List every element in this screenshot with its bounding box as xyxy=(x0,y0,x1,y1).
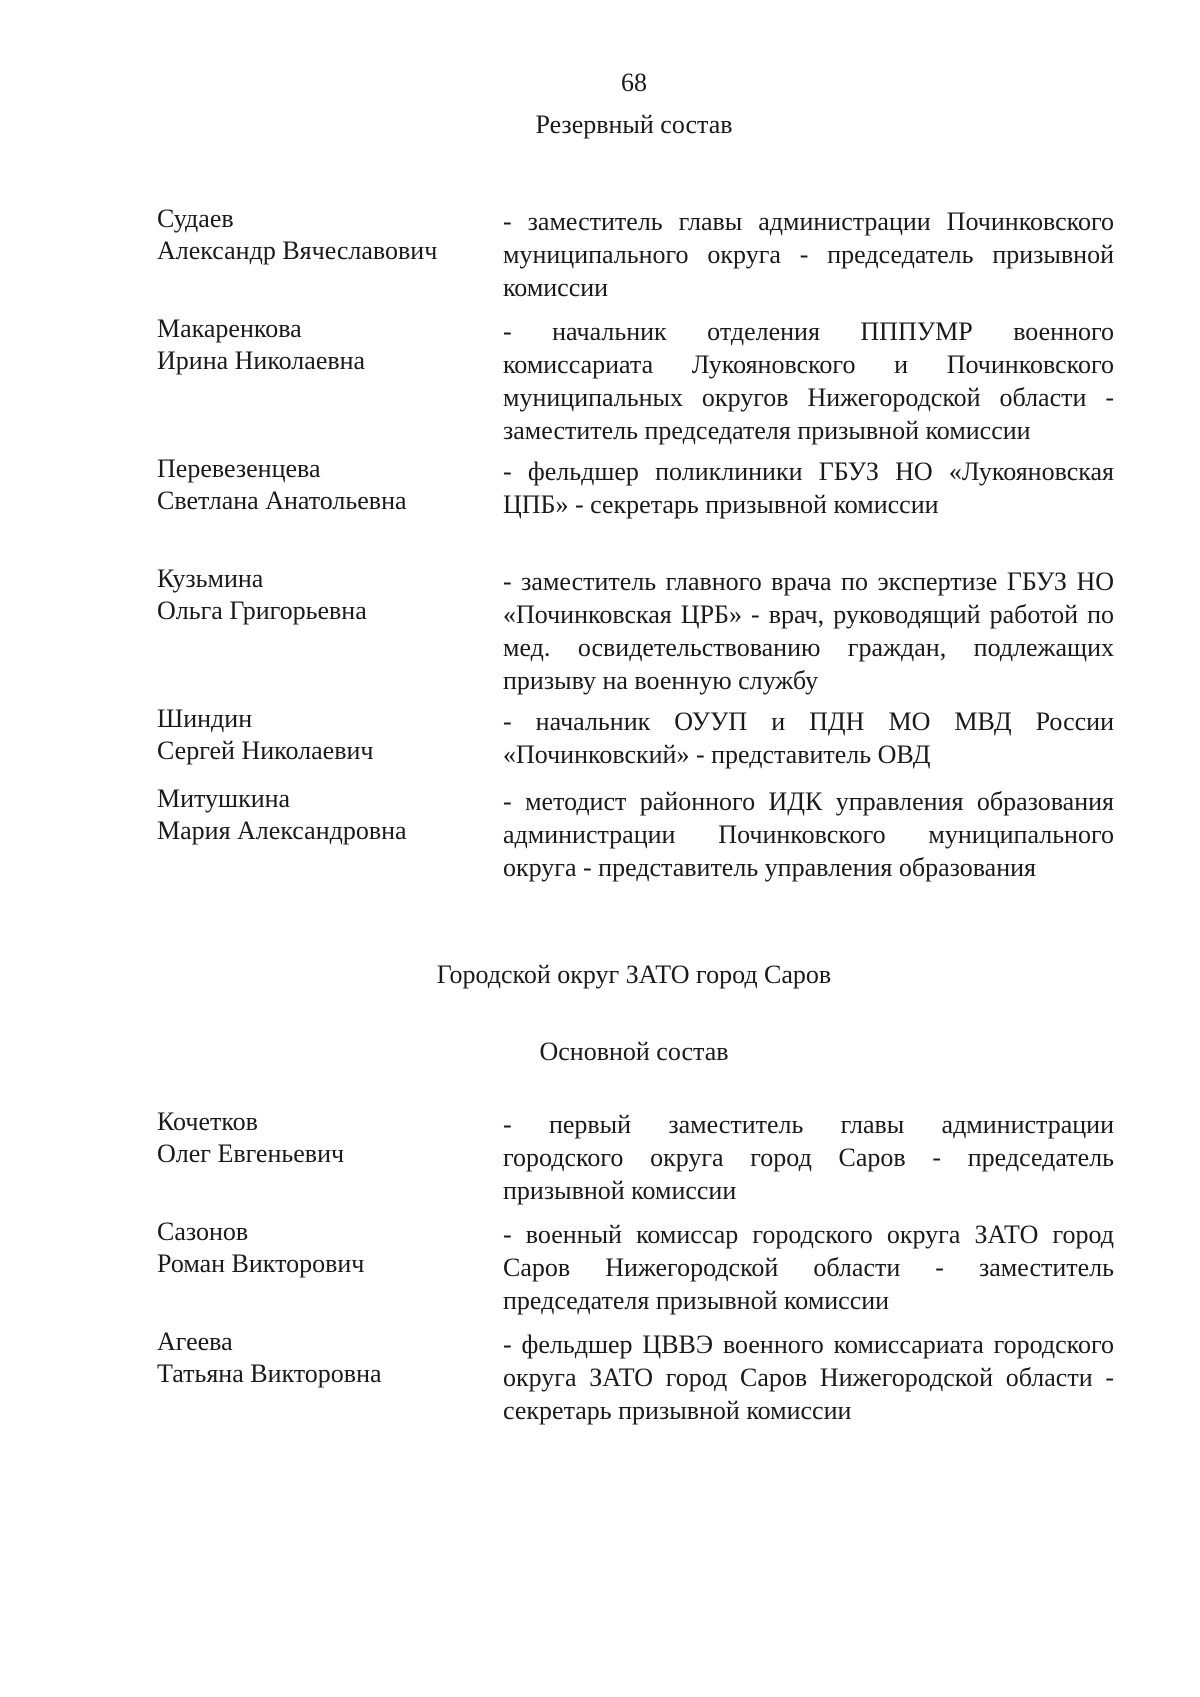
member-role: - начальник отделения ПППУМР военного комиссариата Лукояновского и Починковского муниципальных округов Нижегородской области - заместитель председателя призывной комиссии xyxy=(503,317,1114,445)
member-name xyxy=(157,703,487,767)
district-heading: Городской округ ЗАТО город Саров xyxy=(436,960,832,989)
member-given-names: Роман Викторович xyxy=(157,1249,365,1278)
member-surname: Кочетков xyxy=(157,1107,258,1136)
member-role: - методист районного ИДК управления образования администрации Починковского муниципального округа - представитель управления образования xyxy=(503,787,1114,882)
member-role: - заместитель главы администрации Починковского муниципального округа - председатель призывной комиссии xyxy=(503,207,1114,302)
section-heading-reserve: Резервный состав xyxy=(535,110,733,139)
member-name xyxy=(157,563,487,627)
member-name xyxy=(157,1216,487,1280)
member-surname: Перевезенцева xyxy=(157,454,321,483)
member-role: - заместитель главного врача по экспертизе ГБУЗ НО «Починковская ЦРБ» - врач, руководящий работой по мед. освидетельствованию граждан, подлежащих призыву на военную службу xyxy=(503,567,1114,695)
member-given-names: Александр Вячеславович xyxy=(157,236,438,265)
section-heading-main: Основной состав xyxy=(539,1037,729,1066)
member-role: - начальник ОУУП и ПДН МО МВД России «Починковский» - представитель ОВД xyxy=(503,707,1114,769)
member-name xyxy=(157,1106,487,1170)
member-given-names: Олег Евгеньевич xyxy=(157,1139,345,1168)
member-surname: Макаренкова xyxy=(157,314,302,343)
member-role: - фельдшер поликлиники ГБУЗ НО «Лукояновская ЦПБ» - секретарь призывной комиссии xyxy=(503,457,1114,519)
member-role: - первый заместитель главы администрации городского округа город Саров - председатель призывной комиссии xyxy=(503,1110,1114,1205)
member-given-names: Ольга Григорьевна xyxy=(157,596,367,625)
page-number: 68 xyxy=(621,68,647,97)
member-name xyxy=(157,1326,487,1390)
member-given-names: Мария Александровна xyxy=(157,816,407,845)
member-surname: Шиндин xyxy=(157,704,253,733)
member-name xyxy=(157,203,487,267)
member-given-names: Ирина Николаевна xyxy=(157,346,366,375)
member-surname: Митушкина xyxy=(157,784,291,813)
member-role: - фельдшер ЦВВЭ военного комиссариата городского округа ЗАТО город Саров Нижегородской области - секретарь призывной комиссии xyxy=(503,1330,1114,1425)
member-surname: Сазонов xyxy=(157,1217,249,1246)
member-given-names: Светлана Анатольевна xyxy=(157,486,407,515)
member-name xyxy=(157,313,487,377)
member-surname: Кузьмина xyxy=(157,564,264,593)
member-role: - военный комиссар городского округа ЗАТО город Саров Нижегородской области - заместитель председателя призывной комиссии xyxy=(503,1220,1114,1315)
member-given-names: Сергей Николаевич xyxy=(157,736,374,765)
member-surname: Судаев xyxy=(157,204,234,233)
member-name xyxy=(157,453,487,517)
member-name xyxy=(157,783,487,847)
member-given-names: Татьяна Викторовна xyxy=(157,1359,382,1388)
member-surname: Агеева xyxy=(157,1327,233,1356)
